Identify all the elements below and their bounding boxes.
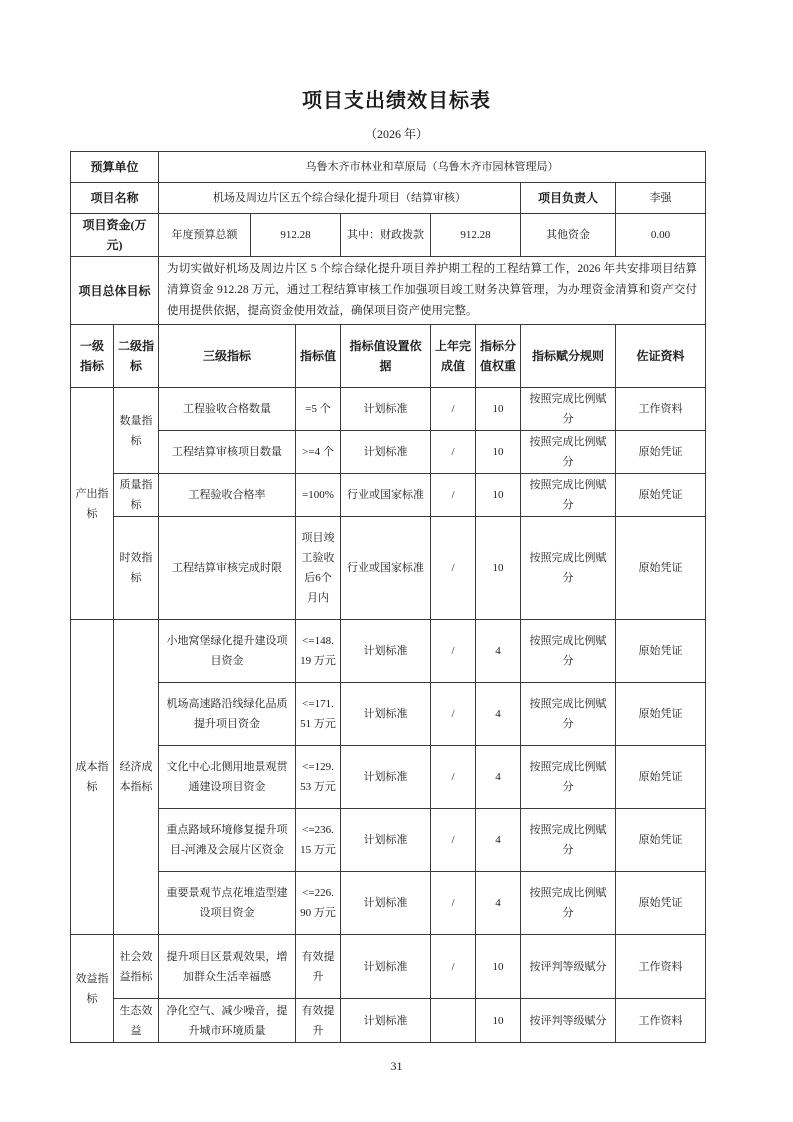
info-table	[70, 151, 706, 325]
level1-cost: 成本指标	[71, 620, 114, 935]
kpi-rule: 按照完成比例赋分	[521, 431, 616, 474]
kpi-rule: 按照完成比例赋分	[521, 746, 616, 809]
kpi-value: >=4 个	[296, 431, 341, 474]
kpi-value: =100%	[296, 474, 341, 517]
page-subtitle: （2026 年）	[364, 127, 428, 141]
kpi-evidence: 原始凭证	[616, 517, 706, 620]
kpi-prev: /	[431, 474, 476, 517]
kpi-weight: 4	[476, 746, 521, 809]
kpi-value: <=148.19 万元	[296, 620, 341, 683]
kpi-weight: 4	[476, 620, 521, 683]
budget-unit-row	[71, 152, 706, 183]
kpi-rule: 按评判等级赋分	[521, 935, 616, 999]
kpi-prev: /	[431, 746, 476, 809]
kpi-prev: /	[431, 517, 476, 620]
header-weight: 指标分值权重	[476, 325, 521, 388]
kpi-rule: 按照完成比例赋分	[521, 683, 616, 746]
header-rule: 指标赋分规则	[521, 325, 616, 388]
overall-goal-value: 为切实做好机场及周边片区 5 个综合绿化提升项目养护期工程的工程结算工作，2026 年共安排项目结算清算资金 912.28 万元，通过工程结算审核工作加强项目竣工财务决算管理，为办理资金清算和资产交付使用提供依据，提高资金使用效益，确保项目资产使用完整。	[159, 257, 706, 325]
project-fund-label: 项目资金(万元)	[71, 214, 159, 257]
other-fund-label: 其他资金	[521, 214, 616, 257]
kpi-weight: 10	[476, 999, 521, 1043]
kpi-basis: 计划标准	[341, 999, 431, 1043]
kpi-row	[71, 683, 706, 746]
kpi-name: 提升项目区景观效果，增加群众生活幸福感	[159, 935, 296, 999]
kpi-name: 机场高速路沿线绿化品质提升项目资金	[159, 683, 296, 746]
kpi-header-row	[71, 325, 706, 388]
kpi-prev	[431, 999, 476, 1043]
kpi-row	[71, 431, 706, 474]
budget-unit-label: 预算单位	[71, 152, 159, 183]
project-leader-value: 李强	[616, 183, 706, 214]
level2-ecological-benefit: 生态效益	[114, 999, 159, 1043]
kpi-weight: 10	[476, 517, 521, 620]
header-basis: 指标值设置依据	[341, 325, 431, 388]
kpi-prev: /	[431, 809, 476, 872]
header-prev-year: 上年完成值	[431, 325, 476, 388]
level1-benefit: 效益指标	[71, 935, 114, 1043]
kpi-name: 文化中心北侧用地景观贯通建设项目资金	[159, 746, 296, 809]
kpi-value: 有效提升	[296, 935, 341, 999]
header-level1: 一级指标	[71, 325, 114, 388]
level1-output: 产出指标	[71, 388, 114, 620]
project-name-value: 机场及周边片区五个综合绿化提升项目（结算审核）	[159, 183, 521, 214]
kpi-rule: 按照完成比例赋分	[521, 388, 616, 431]
kpi-name: 重点路域环境修复提升项目-河滩及会展片区资金	[159, 809, 296, 872]
kpi-weight: 4	[476, 809, 521, 872]
kpi-evidence: 原始凭证	[616, 872, 706, 935]
kpi-basis: 计划标准	[341, 935, 431, 999]
kpi-name: 小地窝堡绿化提升建设项目资金	[159, 620, 296, 683]
kpi-name: 工程验收合格率	[159, 474, 296, 517]
kpi-row	[71, 935, 706, 999]
kpi-basis: 计划标准	[341, 872, 431, 935]
kpi-rule: 按照完成比例赋分	[521, 809, 616, 872]
kpi-row	[71, 746, 706, 809]
kpi-evidence: 原始凭证	[616, 746, 706, 809]
kpi-name: 重要景观节点花堆造型建设项目资金	[159, 872, 296, 935]
kpi-table	[70, 324, 706, 1043]
kpi-evidence: 原始凭证	[616, 431, 706, 474]
header-level2: 二级指标	[114, 325, 159, 388]
kpi-value: =5 个	[296, 388, 341, 431]
kpi-name: 工程结算审核完成时限	[159, 517, 296, 620]
level2-quantity: 数量指标	[114, 388, 159, 474]
kpi-prev: /	[431, 935, 476, 999]
annual-budget-label: 年度预算总额	[159, 214, 251, 257]
kpi-weight: 4	[476, 683, 521, 746]
fiscal-alloc-value: 912.28	[431, 214, 521, 257]
kpi-row	[71, 999, 706, 1043]
kpi-weight: 10	[476, 474, 521, 517]
kpi-name: 净化空气、减少噪音，提升城市环境质量	[159, 999, 296, 1043]
kpi-rule: 按照完成比例赋分	[521, 474, 616, 517]
other-fund-value: 0.00	[616, 214, 706, 257]
budget-unit-value: 乌鲁木齐市林业和草原局（乌鲁木齐市园林管理局）	[159, 152, 706, 183]
level2-economic-cost: 经济成本指标	[114, 620, 159, 935]
kpi-value: 项目竣工验收后6个月内	[296, 517, 341, 620]
kpi-prev: /	[431, 620, 476, 683]
project-name-row	[71, 183, 706, 214]
page-title: 项目支出绩效目标表	[302, 90, 491, 112]
kpi-row	[71, 474, 706, 517]
fiscal-alloc-label: 其中：财政拨款	[341, 214, 431, 257]
kpi-row	[71, 620, 706, 683]
kpi-evidence: 工作资料	[616, 999, 706, 1043]
kpi-prev: /	[431, 872, 476, 935]
kpi-prev: /	[431, 431, 476, 474]
kpi-prev: /	[431, 388, 476, 431]
header-evidence: 佐证资料	[616, 325, 706, 388]
kpi-value: <=171.51 万元	[296, 683, 341, 746]
kpi-basis: 计划标准	[341, 431, 431, 474]
kpi-basis: 计划标准	[341, 809, 431, 872]
project-fund-row	[71, 214, 706, 257]
kpi-rule: 按照完成比例赋分	[521, 620, 616, 683]
kpi-weight: 10	[476, 388, 521, 431]
kpi-evidence: 原始凭证	[616, 683, 706, 746]
kpi-basis: 计划标准	[341, 746, 431, 809]
kpi-evidence: 原始凭证	[616, 809, 706, 872]
kpi-evidence: 原始凭证	[616, 620, 706, 683]
header-level3: 三级指标	[159, 325, 296, 388]
kpi-prev: /	[431, 683, 476, 746]
kpi-evidence: 工作资料	[616, 388, 706, 431]
kpi-name: 工程结算审核项目数量	[159, 431, 296, 474]
kpi-evidence: 工作资料	[616, 935, 706, 999]
kpi-basis: 行业或国家标准	[341, 517, 431, 620]
kpi-rule: 按照完成比例赋分	[521, 872, 616, 935]
overall-goal-row	[71, 257, 706, 325]
overall-goal-label: 项目总体目标	[71, 257, 159, 325]
level2-timeliness: 时效指标	[114, 517, 159, 620]
kpi-basis: 计划标准	[341, 683, 431, 746]
project-leader-label: 项目负责人	[521, 183, 616, 214]
kpi-basis: 计划标准	[341, 620, 431, 683]
kpi-value: <=226.90 万元	[296, 872, 341, 935]
level2-social-benefit: 社会效益指标	[114, 935, 159, 999]
kpi-rule: 按照完成比例赋分	[521, 517, 616, 620]
kpi-row	[71, 872, 706, 935]
kpi-value: 有效提升	[296, 999, 341, 1043]
kpi-weight: 10	[476, 935, 521, 999]
kpi-basis: 行业或国家标准	[341, 474, 431, 517]
kpi-value: <=236.15 万元	[296, 809, 341, 872]
kpi-basis: 计划标准	[341, 388, 431, 431]
project-name-label: 项目名称	[71, 183, 159, 214]
kpi-row	[71, 517, 706, 620]
page-number: 31	[390, 1059, 403, 1073]
kpi-evidence: 原始凭证	[616, 474, 706, 517]
kpi-value: <=129.53 万元	[296, 746, 341, 809]
kpi-rule: 按评判等级赋分	[521, 999, 616, 1043]
kpi-row	[71, 809, 706, 872]
kpi-name: 工程验收合格数量	[159, 388, 296, 431]
kpi-weight: 10	[476, 431, 521, 474]
kpi-row	[71, 388, 706, 431]
level2-quality: 质量指标	[114, 474, 159, 517]
annual-budget-value: 912.28	[251, 214, 341, 257]
kpi-weight: 4	[476, 872, 521, 935]
header-value: 指标值	[296, 325, 341, 388]
